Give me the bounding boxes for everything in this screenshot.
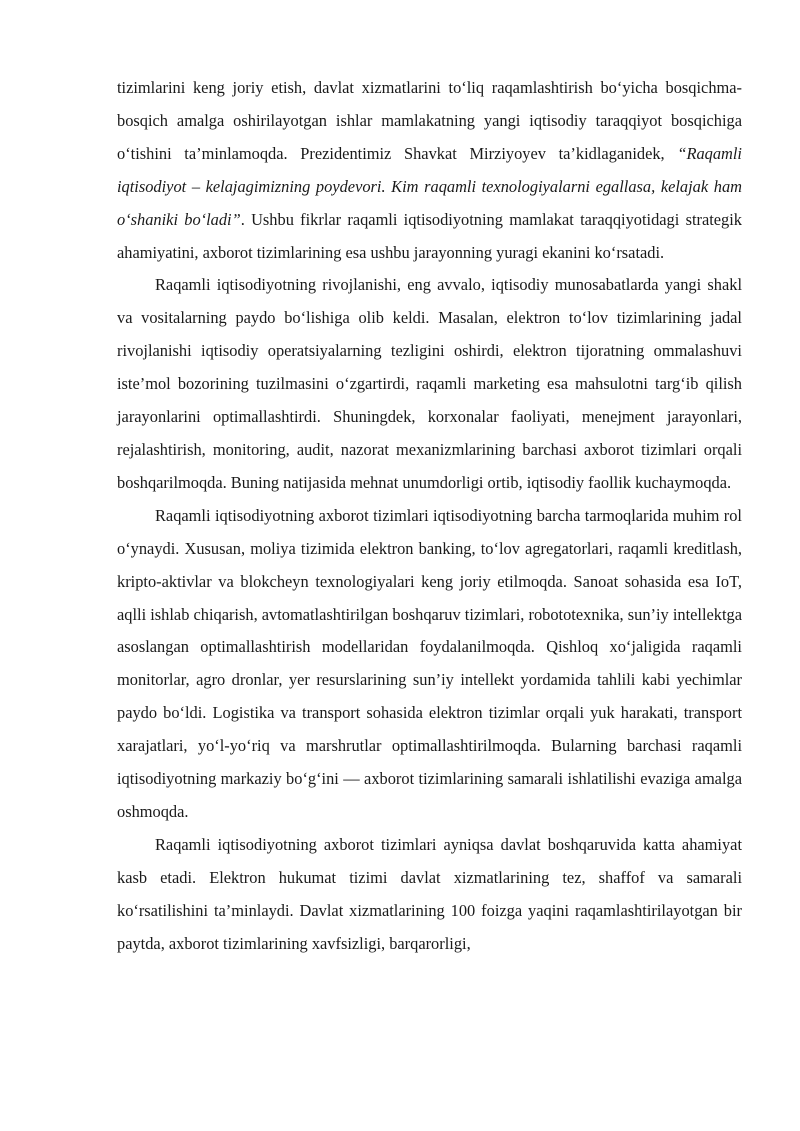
paragraph-1 <box>117 72 742 269</box>
paragraph-1-text-end: . Ushbu fikrlar raqamli iqtisodiyotning mamlakat taraqqiyotidagi strategik ahamiyatini, axborot tizimlarining esa ushbu jarayonning yuragi ekanini ko‘rsatadi. <box>117 209 743 262</box>
paragraph-4: Raqamli iqtisodiyotning axborot tizimlari ayniqsa davlat boshqaruvida katta ahamiyat kasb etadi. Elektron hukumat tizimi davlat xizmatlarining tez, shaffof va samarali ko‘rsatilishini ta’minlaydi. Davlat xizmatlarining 100 foizga yaqini raqamlashtirilayotgan bir paytda, axborot tizimlarining xavfsizligi, barqarorligi, <box>117 834 742 953</box>
president-quote: “Raqamli iqtisodiyot – kelajagimizning poydevori. Kim raqamli texnologiyalarni egallasa, kelajak ham o‘shaniki bo‘ladi” <box>117 143 742 229</box>
paragraph-3: Raqamli iqtisodiyotning axborot tizimlari iqtisodiyotning barcha tarmoqlarida muhim rol o‘ynaydi. Xususan, moliya tizimida elektron banking, to‘lov agregatorlari, raqamli kreditlash, kripto-aktivlar va blokcheyn texnologiyalari keng joriy etilmoqda. Sanoat sohasida esa IoT, aqlli ishlab chiqarish, avtomatlashtirilgan boshqaruv tizimlari, robototexnika, sun’iy intellektga asoslangan optimallashtirish modellaridan foydalanilmoqda. Qishloq xo‘jaligida raqamli monitorlar, agro dronlar, yer resurslarining sun’iy intellekt yordamida tahlili kabi yechimlar paydo bo‘ldi. Logistika va transport sohasida elektron tizimlar orqali yuk harakati, transport xarajatlari, yo‘l-yo‘riq va marshrutlar optimallashtirilmoqda. Bularning barchasi raqamli iqtisodiyotning markaziy bo‘g‘ini — axborot tizimlarining samarali ishlatilishi evaziga amalga oshmoqda. <box>117 505 742 821</box>
paragraph-1-text: tizimlarini keng joriy etish, davlat xizmatlarini to‘liq raqamlashtirish bo‘yicha bosqichma-bosqich amalga oshirilayotgan ishlar mamlakatning yangi iqtisodiy taraqqiyot bosqichiga o‘tishini ta’minlamoqda. Prezidentimiz Shavkat Mirziyoyev ta’kidlaganidek, <box>117 78 742 163</box>
paragraph-2: Raqamli iqtisodiyotning rivojlanishi, eng avvalo, iqtisodiy munosabatlarda yangi shakl va vositalarning paydo bo‘lishiga olib keldi. Masalan, elektron to‘lov tizimlarining jadal rivojlanishi iqtisodiy operatsiyalarning tezligini oshirdi, elektron tijoratning ommalashuvi iste’mol bozorining tuzilmasini o‘zgartirdi, raqamli marketing esa mahsulotni targ‘ib qilish jarayonlarini optimallashtirdi. Shuningdek, korxonalar faoliyati, menejment jarayonlari, rejalashtirish, monitoring, audit, nazorat mexanizmlarining barchasi axborot tizimlari orqali boshqarilmoqda. Buning natijasida mehnat unumdorligi ortib, iqtisodiy faollik kuchaymoqda. <box>117 275 742 492</box>
document-page <box>117 72 742 960</box>
